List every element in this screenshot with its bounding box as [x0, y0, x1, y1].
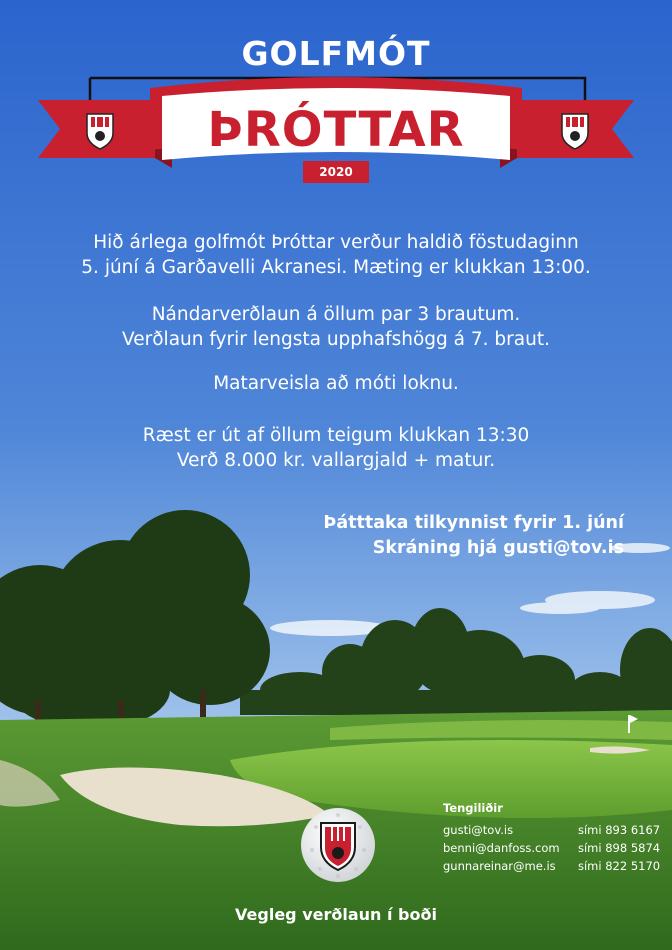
- contact-phone: sími 898 5874: [578, 841, 661, 855]
- signup-contact: Skráning hjá gusti@tov.is: [372, 538, 624, 558]
- info-paragraph-1: [0, 230, 672, 280]
- info-line: Verðlaun fyrir lengsta upphafshögg á 7. braut.: [122, 329, 550, 350]
- info-line: Hið árlega golfmót Þróttar verður haldið föstudaginn: [93, 232, 579, 253]
- footer-tagline: Vegleg verðlaun í boði: [235, 905, 437, 924]
- info-line: Verð 8.000 kr. vallargjald + matur.: [176, 450, 496, 471]
- page-title: ÞRÓTTAR: [207, 102, 465, 158]
- contact-email: gunnareinar@me.is: [443, 859, 556, 873]
- info-paragraph-3: [0, 371, 672, 396]
- contact-row: [443, 839, 668, 857]
- contact-phone: sími 822 5170: [578, 859, 661, 873]
- contacts-heading: Tengiliðir: [443, 801, 503, 815]
- contact-row: [443, 821, 668, 839]
- info-paragraph-2: [0, 302, 672, 352]
- info-line: Matarveisla að móti loknu.: [213, 373, 459, 394]
- info-paragraph-4: [0, 423, 672, 473]
- contact-phone: sími 893 6167: [578, 823, 661, 837]
- info-line: 5. júní á Garðavelli Akranesi. Mæting er klukkan 13:00.: [81, 257, 591, 278]
- contact-email: benni@danfoss.com: [443, 841, 560, 855]
- info-line: Nándarverðlaun á öllum par 3 brautum.: [151, 304, 521, 325]
- year-badge: 2020: [319, 165, 353, 179]
- contact-row: [443, 857, 668, 875]
- signup-deadline: Þátttaka tilkynnist fyrir 1. júní: [323, 513, 624, 533]
- golf-ball-crest-icon: [301, 808, 375, 882]
- contact-email: gusti@tov.is: [443, 823, 514, 837]
- signup-notice: [0, 511, 624, 561]
- title-top: GOLFMÓT: [241, 34, 431, 73]
- info-line: Ræst er út af öllum teigum klukkan 13:30: [142, 425, 530, 446]
- contacts-block: [443, 801, 668, 875]
